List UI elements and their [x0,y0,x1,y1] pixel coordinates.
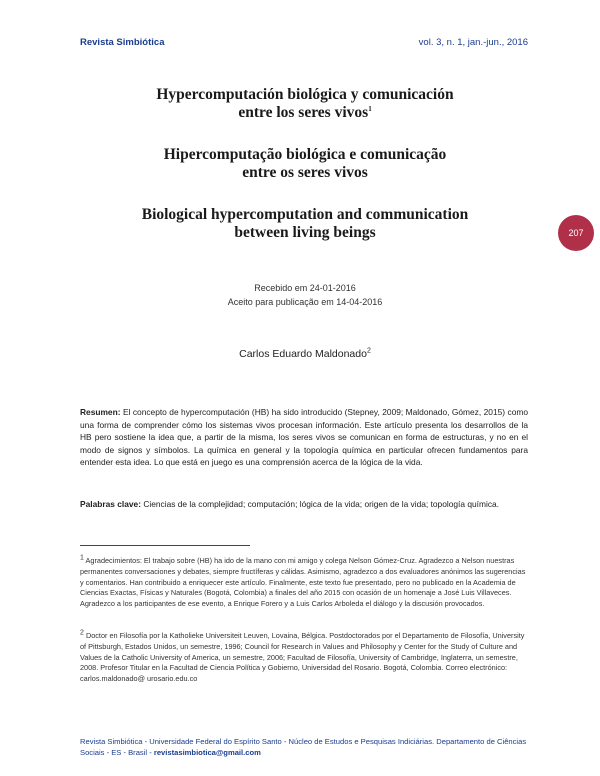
title-english [80,206,530,242]
title-portuguese-line2: entre os seres vivos [242,164,368,181]
keywords-text: Ciencias de la complejidad; computación; lógica de la vida; origen de la vida; topología química. [143,499,500,509]
keywords-label: Palabras clave: [80,499,141,509]
abstract-label: Resumen: [80,407,121,417]
page-footer [80,736,530,758]
author-name: Carlos Eduardo Maldonado [239,348,367,360]
footer-email-link[interactable]: revistasimbiotica@gmail.com [153,748,261,757]
footnote-divider [80,545,250,546]
submission-dates [80,281,530,309]
footnote-1-mark: 1 [80,554,84,562]
abstract [80,406,528,469]
issue-info: vol. 3, n. 1, jan.-jun., 2016 [418,37,528,48]
title-spanish-line2: entre los seres vivos [238,104,369,121]
abstract-text: El concepto de hypercomputación (HB) ha sido introducido (Stepney, 2009; Maldonado, Gómez, 2015) como una forma de comprender cómo los sistemas vivos procesan información. Este artículo presenta los desarrollos de la HB pero sostiene la idea que, a partir de la misma, los seres vivos se comunican en forma de estructuras, y no en el modo de signos y símbolos. La química en general y la topología química en particular ofrecen fundamentos para entender esta idea. Lo que está en juego es una comprensión acerca de la lógica de la vida. [80,407,528,468]
title-english-line2: between living beings [234,224,376,241]
page-number-badge: 207 [558,215,594,251]
footnote-1 [80,556,528,610]
title-spanish-line1: Hypercomputación biológica y comunicación [156,86,454,103]
title-english-line1: Biological hypercomputation and communication [141,206,469,223]
title-portuguese-line1: Hipercomputação biológica e comunicação [163,146,447,163]
footnote-ref-2[interactable]: 2 [366,347,371,355]
accepted-date: Aceito para publicação em 14-04-2016 [227,297,383,307]
footnote-2-text: Doctor en Filosofía por la Katholieke Universiteit Leuven, Lovaina, Bélgica. Postdoctorados por el Departamento de Filosofía, University of Pittsburgh, Estados Unidos, un semestre, 1996; Council for Research in Values and Philosophy y Center for the Study of Culture and Values de la Catholic University of America, un semestre, 2006; Facultad de Filosofía, University of Cambridge, Inglaterra, un semestre, 2008. Profesor Titular en la Facultad de Ciencia Política y Gobierno, Universidad del Rosario. Bogotá, Colombia. Correo electrónico: carlos.maldonado@ urosario.edu.co [80,631,525,684]
footnote-2-mark: 2 [80,629,84,637]
received-date: Recebido em 24-01-2016 [254,283,356,293]
title-spanish [80,86,530,122]
footnote-1-text: Agradecimientos: El trabajo sobre (HB) ha ido de la mano con mi amigo y colega Nelson Gómez-Cruz. Agradezco a Nelson nuestras permanentes conversaciones y debates, siempre fructíferas y cálidas. Asimismo, agradezco a dos evaluadores anónimos las sugerencias y comentarios. Han contribuido a enriquecer este artículo. Finalmente, este texto fue presentado, pero no publicado en la Academia de Ciencias Exactas, Físicas y Naturales (Bogotá, Colombia) a finales del año 2015 con ocasión de un homenaje a José Luis Villaveces. Agradezco a los participantes de ese evento, a Enrique Forero y a Luis Carlos Arboleda el diálogo y la discusión provocados. [80,556,526,609]
journal-name: Revista Simbiótica [80,37,165,48]
keywords [80,498,528,511]
footer-text: Revista Simbiótica - Universidade Federal do Espírito Santo - Núcleo de Estudos e Pesquisas Indiciárias. Departamento de Ciências Sociais - ES - Brasil - [80,737,527,757]
footnote-ref-1[interactable]: 1 [368,104,372,113]
footnote-2 [80,631,528,685]
title-portuguese [80,146,530,182]
author [80,348,530,360]
